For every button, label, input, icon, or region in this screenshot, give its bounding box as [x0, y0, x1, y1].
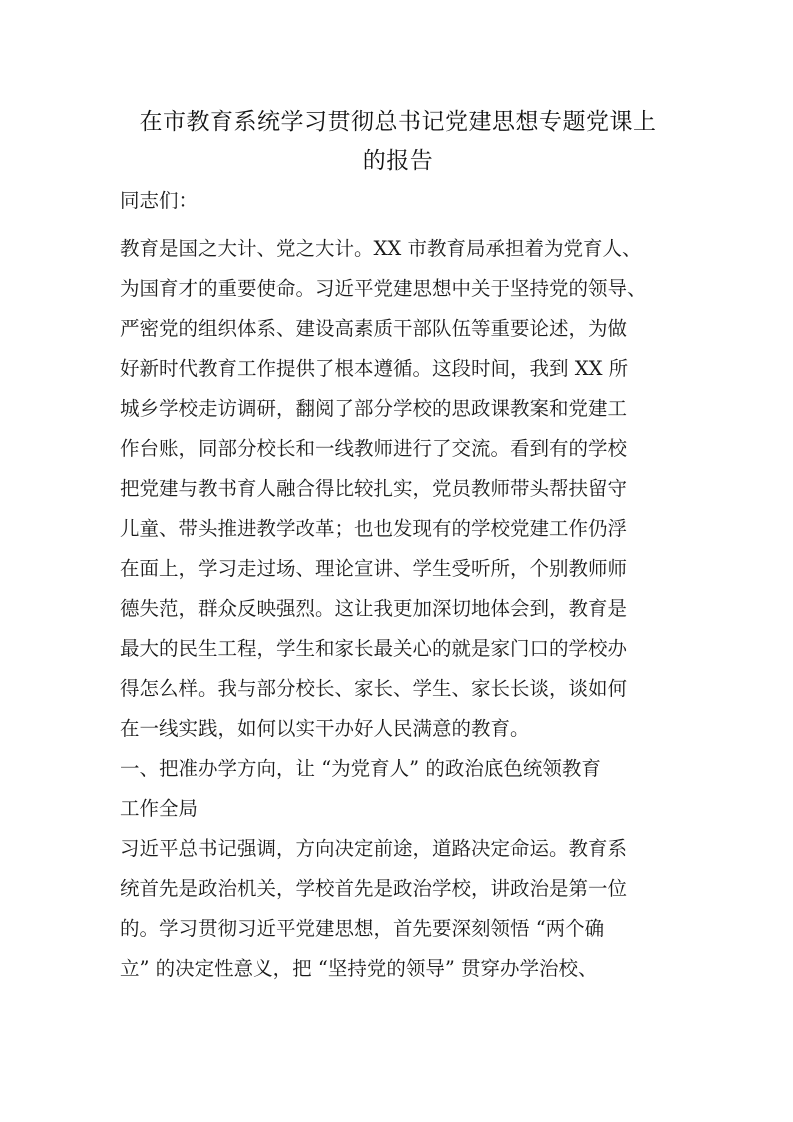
- body-line: 得怎么样。我与部分校长、家长、学生、家长长谈，谈如何: [120, 677, 628, 700]
- body-line: 儿童、带头推进教学改革；也也发现有的学校党建工作仍浮: [120, 517, 628, 540]
- body-line: 城乡学校走访调研，翻阅了部分学校的思政课教案和党建工: [120, 397, 628, 420]
- body-line: 统首先是政治机关，学校首先是政治学校，讲政治是第一位: [120, 877, 628, 900]
- body-line: 习近平总书记强调，方向决定前途，道路决定命运。教育系: [120, 837, 628, 860]
- salutation: 同志们：: [120, 189, 199, 212]
- body-line: 德失范，群众反映强烈。这让我更加深切地体会到，教育是: [120, 597, 628, 620]
- body-line: 好新时代教育工作提供了根本遵循。这段时间，我到 XX 所: [120, 357, 629, 380]
- body-line: 为国育才的重要使命。习近平党建思想中关于坚持党的领导、: [120, 277, 647, 300]
- body-line: 严密党的组织体系、建设高素质干部队伍等重要论述，为做: [120, 317, 628, 340]
- body-line: 教育是国之大计、党之大计。XX 市教育局承担着为党育人、: [120, 237, 642, 260]
- section-heading-line: 工作全局: [120, 797, 199, 820]
- body-line: 在一线实践，如何以实干办好人民满意的教育。: [120, 717, 530, 740]
- body-line: 把党建与教书育人融合得比较扎实，党员教师带头帮扶留守: [120, 477, 628, 500]
- body-line: 最大的民生工程，学生和家长最关心的就是家门口的学校办: [120, 637, 628, 660]
- document-title-line-2: 的报告: [362, 148, 434, 174]
- body-line: 立” 的决定性意义，把 “坚持党的领导” 贯穿办学治校、: [120, 957, 598, 980]
- body-line: 的。学习贯彻习近平党建思想，首先要深刻领悟 “两个确: [120, 917, 605, 940]
- body-line: 在面上，学习走过场、理论宣讲、学生受听所，个别教师师: [120, 557, 628, 580]
- document-title-line-1: 在市教育系统学习贯彻总书记党建思想专题党课上: [139, 109, 657, 135]
- body-line: 作台账，同部分校长和一线教师进行了交流。看到有的学校: [120, 437, 628, 460]
- section-heading-line: 一、把准办学方向，让 “为党育人” 的政治底色统领教育: [120, 757, 601, 780]
